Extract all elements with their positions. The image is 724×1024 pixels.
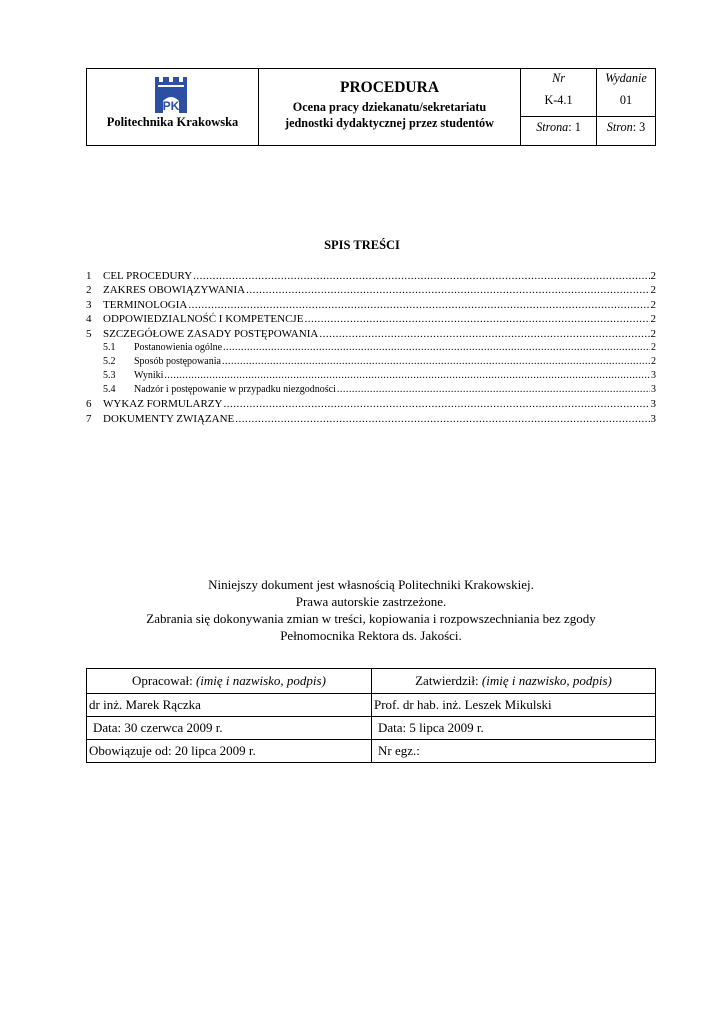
nr-label: Nr (552, 71, 565, 85)
nr-value: K-4.1 (544, 93, 573, 107)
toc-entry-page: 2 (650, 284, 656, 296)
prepared-by-header: Opracował: (imię i nazwisko, podpis) (132, 673, 326, 688)
toc-entry-number: 6 (86, 398, 92, 410)
toc-dot-leader (319, 327, 649, 341)
toc-entry-page: 3 (651, 383, 656, 395)
toc-entry[interactable] (86, 312, 656, 327)
toc-entry-label: Postanowienia ogólne (134, 341, 223, 353)
notice-line-3: Zabrania się dokonywania zmian w treści, kopiowania i rozpowszechniania bez zgody (146, 611, 596, 626)
prepared-by-name: dr inż. Marek Rączka (89, 697, 201, 712)
toc-entry-page: 3 (650, 398, 656, 410)
toc-dot-leader (222, 355, 650, 369)
toc-entry-page: 2 (651, 355, 656, 367)
approved-by-name: Prof. dr hab. inż. Leszek Mikulski (371, 694, 655, 716)
toc-dot-leader (246, 283, 649, 297)
page-count: Stron: 3 (606, 120, 646, 134)
toc-entry-page: 2 (650, 269, 656, 282)
toc-entry-label: Sposób postępowania (134, 355, 221, 367)
toc-entry-number: 5.2 (103, 355, 116, 367)
toc-entry-number: 5.4 (103, 383, 116, 395)
table-row (87, 693, 655, 716)
toc-entry-page: 2 (650, 327, 656, 340)
toc-entry[interactable] (86, 411, 656, 426)
toc-dot-leader (223, 397, 649, 411)
toc-entry-page: 3 (650, 412, 656, 425)
notice-line-4: Pełnomocnika Rektora ds. Jakości. (280, 628, 462, 643)
toc-entry-label: Nadzór i postępowanie w przypadku niezgodności (134, 383, 336, 395)
toc-entry[interactable] (86, 326, 656, 341)
document-header (86, 68, 656, 146)
toc-dot-leader (235, 412, 649, 426)
edition-value: 01 (619, 93, 633, 107)
edition-label: Wydanie (605, 71, 647, 85)
toc-dot-leader (304, 312, 649, 326)
toc-entry-label: ODPOWIEDZIALNOŚĆ I KOMPETENCJE (103, 313, 304, 325)
toc-title: SPIS TREŚCI (324, 238, 400, 252)
toc-entry-number: 5 (86, 327, 92, 340)
approved-date: Data: 5 lipca 2009 r. (371, 717, 655, 739)
toc-entry[interactable] (86, 283, 656, 298)
header-number-cell (521, 69, 597, 145)
header-title-cell (259, 69, 521, 145)
copyright-notice (86, 576, 656, 644)
toc-entry-number: 1 (86, 269, 92, 282)
effective-date: Obowiązuje od: 20 lipca 2009 r. (89, 743, 256, 758)
logo-lettering: PK (162, 99, 180, 113)
toc-entry[interactable] (86, 341, 656, 355)
toc-entry-number: 4 (86, 313, 92, 325)
university-logo-icon (153, 77, 189, 113)
approved-by-header: Zatwierdził: (imię i nazwisko, podpis) (371, 669, 655, 693)
header-logo-cell (87, 69, 259, 145)
toc-entry[interactable] (86, 355, 656, 369)
approval-header-row (87, 669, 655, 693)
toc-entry-number: 3 (86, 298, 92, 311)
toc-entry-number: 5.3 (103, 369, 116, 381)
toc-dot-leader (188, 298, 649, 312)
toc-entry[interactable] (86, 369, 656, 383)
toc-dot-leader (164, 369, 650, 383)
toc-entry-page: 2 (650, 313, 656, 325)
toc-entry-number: 7 (86, 412, 92, 425)
toc-entry-page: 2 (650, 298, 656, 311)
table-row (87, 716, 655, 739)
header-edition-cell (597, 69, 655, 145)
subtitle-line-2: jednostki dydaktycznej przez studentów (285, 116, 494, 130)
toc-dot-leader (223, 341, 650, 355)
document-subtitle (259, 99, 520, 131)
copy-number: Nr egz.: (371, 740, 655, 762)
notice-line-1: Niniejszy dokument jest własnością Politechniki Krakowskiej. (208, 577, 534, 592)
toc-entry-label: ZAKRES OBOWIĄZYWANIA (103, 284, 246, 296)
table-of-contents (86, 268, 656, 426)
toc-entry-label: CEL PROCEDURY (103, 269, 193, 282)
toc-entry-label: WYKAZ FORMULARZY (103, 398, 223, 410)
toc-entry-number: 5.1 (103, 341, 116, 353)
notice-line-2: Prawa autorskie zastrzeżone. (295, 594, 447, 609)
toc-entry[interactable] (86, 268, 656, 283)
toc-entry-page: 3 (651, 369, 656, 381)
organization-name: Politechnika Krakowska (106, 115, 239, 129)
toc-dot-leader (193, 269, 649, 283)
toc-entry-page: 2 (651, 341, 656, 353)
table-row (87, 739, 655, 762)
toc-entry-label: SZCZEGÓŁOWE ZASADY POSTĘPOWANIA (103, 327, 319, 340)
toc-entry[interactable] (86, 297, 656, 312)
toc-dot-leader (337, 383, 650, 397)
toc-entry-label: Wyniki (134, 369, 164, 381)
document-type-title: PROCEDURA (339, 79, 440, 96)
toc-entry[interactable] (86, 383, 656, 397)
toc-entry[interactable] (86, 397, 656, 412)
toc-entry-label: DOKUMENTY ZWIĄZANE (103, 412, 235, 425)
prepared-date: Data: 30 czerwca 2009 r. (93, 720, 223, 735)
approval-table (86, 668, 656, 763)
page-number: Strona: 1 (536, 120, 581, 134)
subtitle-line-1: Ocena pracy dziekanatu/sekretariatu (292, 100, 487, 114)
toc-entry-label: TERMINOLOGIA (103, 298, 188, 311)
toc-entry-number: 2 (86, 284, 92, 296)
